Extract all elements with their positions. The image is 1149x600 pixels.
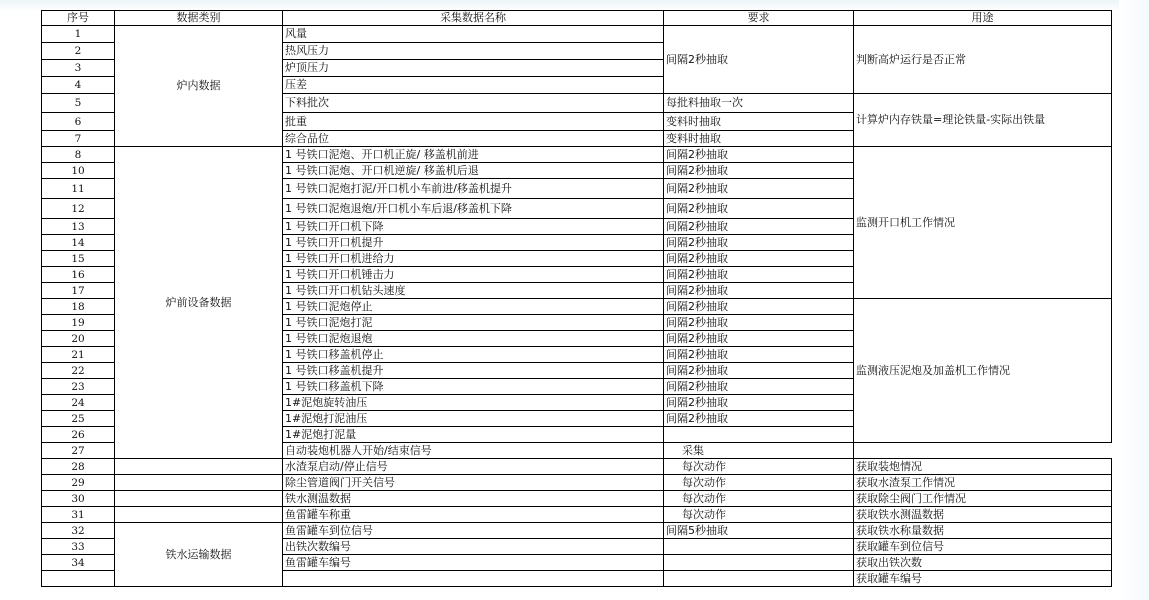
row-seq: 11 [42, 179, 115, 199]
row-requirement: 间隔2秒抽取 [664, 363, 854, 379]
row-requirement [664, 555, 854, 571]
category-front-equipment: 炉前设备数据 [115, 147, 283, 459]
row-name: 1 号铁口开口机钻头速度 [283, 283, 664, 299]
row-seq: 32 [42, 523, 115, 539]
table-row [42, 507, 1112, 523]
row-requirement: 间隔2秒抽取 [664, 26, 854, 94]
row-purpose: 获取水渣泵工作情况 [854, 475, 1112, 491]
row-seq: 21 [42, 347, 115, 363]
row-seq: 30 [42, 491, 115, 507]
row-requirement: 间隔2秒抽取 [664, 251, 854, 267]
row-seq: 8 [42, 147, 115, 163]
row-seq: 12 [42, 199, 115, 219]
row-requirement: 间隔2秒抽取 [664, 379, 854, 395]
header-seq: 序号 [42, 11, 115, 26]
row-name: 1 号铁口泥炮退炮 [283, 331, 664, 347]
row-name: 1#泥炮打泥量 [283, 427, 664, 443]
purpose-furnace-status: 判断高炉运行是否正常 [854, 26, 1112, 94]
header-name: 采集数据名称 [283, 11, 664, 26]
row-requirement: 间隔2秒抽取 [664, 219, 854, 235]
row-seq: 2 [42, 43, 115, 60]
row-requirement: 间隔2秒抽取 [664, 347, 854, 363]
table-row [42, 475, 1112, 491]
row-requirement: 间隔2秒抽取 [664, 331, 854, 347]
row-name: 1 号铁口开口机锤击力 [283, 267, 664, 283]
row-seq: 19 [42, 315, 115, 331]
table-row [42, 491, 1112, 507]
row-name: 1 号铁口开口机进给力 [283, 251, 664, 267]
row-requirement: 采集 [664, 443, 854, 459]
row-seq: 26 [42, 427, 115, 443]
row-requirement: 间隔2秒抽取 [664, 299, 854, 315]
category-blank [115, 475, 283, 491]
row-requirement: 间隔2秒抽取 [664, 411, 854, 427]
row-requirement: 每次动作 [664, 475, 854, 491]
row-seq: 29 [42, 475, 115, 491]
row-seq: 18 [42, 299, 115, 315]
side-fade [1119, 0, 1149, 600]
row-purpose: 获取铁水称量数据 [854, 523, 1112, 539]
header-category: 数据类别 [115, 11, 283, 26]
row-seq: 22 [42, 363, 115, 379]
row-requirement: 每次动作 [664, 491, 854, 507]
row-name: 1 号铁口移盖机停止 [283, 347, 664, 363]
row-seq: 16 [42, 267, 115, 283]
row-name: 1 号铁口移盖机下降 [283, 379, 664, 395]
row-requirement: 间隔5秒抽取 [664, 523, 854, 539]
row-requirement: 间隔2秒抽取 [664, 267, 854, 283]
table-row [42, 26, 1112, 43]
row-name: 1 号铁口开口机下降 [283, 219, 664, 235]
row-name: 1 号铁口泥炮、开口机正旋/ 移盖机前进 [283, 147, 664, 163]
row-name: 1 号铁口泥炮停止 [283, 299, 664, 315]
row-requirement [664, 427, 854, 443]
row-requirement: 每次动作 [664, 459, 854, 475]
row-name: 综合品位 [283, 131, 664, 147]
row-name: 水渣泵启动/停止信号 [283, 459, 664, 475]
row-seq: 25 [42, 411, 115, 427]
row-name: 除尘管道阀门开关信号 [283, 475, 664, 491]
row-purpose: 获取出铁次数 [854, 555, 1112, 571]
category-blank [115, 507, 283, 523]
row-requirement: 间隔2秒抽取 [664, 163, 854, 179]
row-purpose: 获取罐车编号 [854, 571, 1112, 587]
header-purpose: 用途 [854, 11, 1112, 26]
row-requirement: 每批料抽取一次 [664, 94, 854, 113]
row-name: 热风压力 [283, 43, 664, 60]
row-purpose: 获取罐车到位信号 [854, 539, 1112, 555]
row-name: 1 号铁口泥炮打泥/开口机小车前进/移盖机提升 [283, 179, 664, 199]
row-seq: 4 [42, 77, 115, 94]
row-name: 出铁次数编号 [283, 539, 664, 555]
row-requirement: 每次动作 [664, 507, 854, 523]
row-seq: 34 [42, 555, 115, 571]
row-name: 1 号铁口泥炮打泥 [283, 315, 664, 331]
table-row [42, 523, 1112, 539]
row-requirement: 间隔2秒抽取 [664, 147, 854, 163]
row-seq: 10 [42, 163, 115, 179]
row-name: 1 号铁口泥炮、开口机逆旋/ 移盖机后退 [283, 163, 664, 179]
row-requirement: 间隔2秒抽取 [664, 283, 854, 299]
row-seq [42, 571, 115, 587]
row-purpose: 获取装炮情况 [854, 459, 1112, 475]
row-seq: 23 [42, 379, 115, 395]
row-seq: 28 [42, 459, 115, 475]
category-transport: 铁水运输数据 [115, 523, 283, 587]
row-seq: 17 [42, 283, 115, 299]
purpose-mud-gun: 监测液压泥炮及加盖机工作情况 [854, 299, 1112, 443]
row-name: 鱼雷罐车到位信号 [283, 523, 664, 539]
row-purpose: 获取铁水测温数据 [854, 507, 1112, 523]
row-seq: 33 [42, 539, 115, 555]
row-requirement: 间隔2秒抽取 [664, 179, 854, 199]
row-name [283, 571, 664, 587]
row-seq: 14 [42, 235, 115, 251]
row-seq: 1 [42, 26, 115, 43]
row-requirement: 间隔2秒抽取 [664, 395, 854, 411]
row-name: 鱼雷罐车编号 [283, 555, 664, 571]
row-name: 1#泥炮旋转油压 [283, 395, 664, 411]
row-requirement: 间隔2秒抽取 [664, 235, 854, 251]
row-requirement: 变料时抽取 [664, 113, 854, 131]
row-purpose: 获取除尘阀门工作情况 [854, 491, 1112, 507]
header-requirement: 要求 [664, 11, 854, 26]
row-seq: 20 [42, 331, 115, 347]
row-name: 下料批次 [283, 94, 664, 113]
row-name: 压差 [283, 77, 664, 94]
row-name: 风量 [283, 26, 664, 43]
row-seq: 13 [42, 219, 115, 235]
row-name: 批重 [283, 113, 664, 131]
row-name: 铁水测温数据 [283, 491, 664, 507]
row-requirement: 变料时抽取 [664, 131, 854, 147]
category-blank [115, 491, 283, 507]
header-row [42, 11, 1112, 26]
table-row [42, 459, 1112, 475]
category-furnace: 炉内数据 [115, 26, 283, 147]
row-seq: 31 [42, 507, 115, 523]
row-name: 1 号铁口泥炮退炮/开口机小车后退/移盖机下降 [283, 199, 664, 219]
row-requirement [664, 539, 854, 555]
table-row [42, 147, 1112, 163]
data-collection-table [41, 10, 1112, 587]
row-seq: 24 [42, 395, 115, 411]
purpose-iron-stock: 计算炉内存铁量=理论铁量-实际出铁量 [854, 94, 1112, 147]
row-requirement: 间隔2秒抽取 [664, 199, 854, 219]
row-requirement: 间隔2秒抽取 [664, 315, 854, 331]
row-seq: 3 [42, 60, 115, 77]
row-seq: 15 [42, 251, 115, 267]
row-seq: 27 [42, 443, 115, 459]
row-name: 1 号铁口开口机提升 [283, 235, 664, 251]
purpose-drill-machine: 监测开口机工作情况 [854, 147, 1112, 299]
row-requirement [664, 571, 854, 587]
row-name: 自动装炮机器人开始/结束信号 [283, 443, 664, 459]
row-seq: 5 [42, 94, 115, 113]
row-name: 鱼雷罐车称重 [283, 507, 664, 523]
row-name: 炉顶压力 [283, 60, 664, 77]
row-name: 1#泥炮打泥油压 [283, 411, 664, 427]
row-seq: 6 [42, 113, 115, 131]
category-blank [115, 459, 283, 475]
row-name: 1 号铁口移盖机提升 [283, 363, 664, 379]
row-seq: 7 [42, 131, 115, 147]
